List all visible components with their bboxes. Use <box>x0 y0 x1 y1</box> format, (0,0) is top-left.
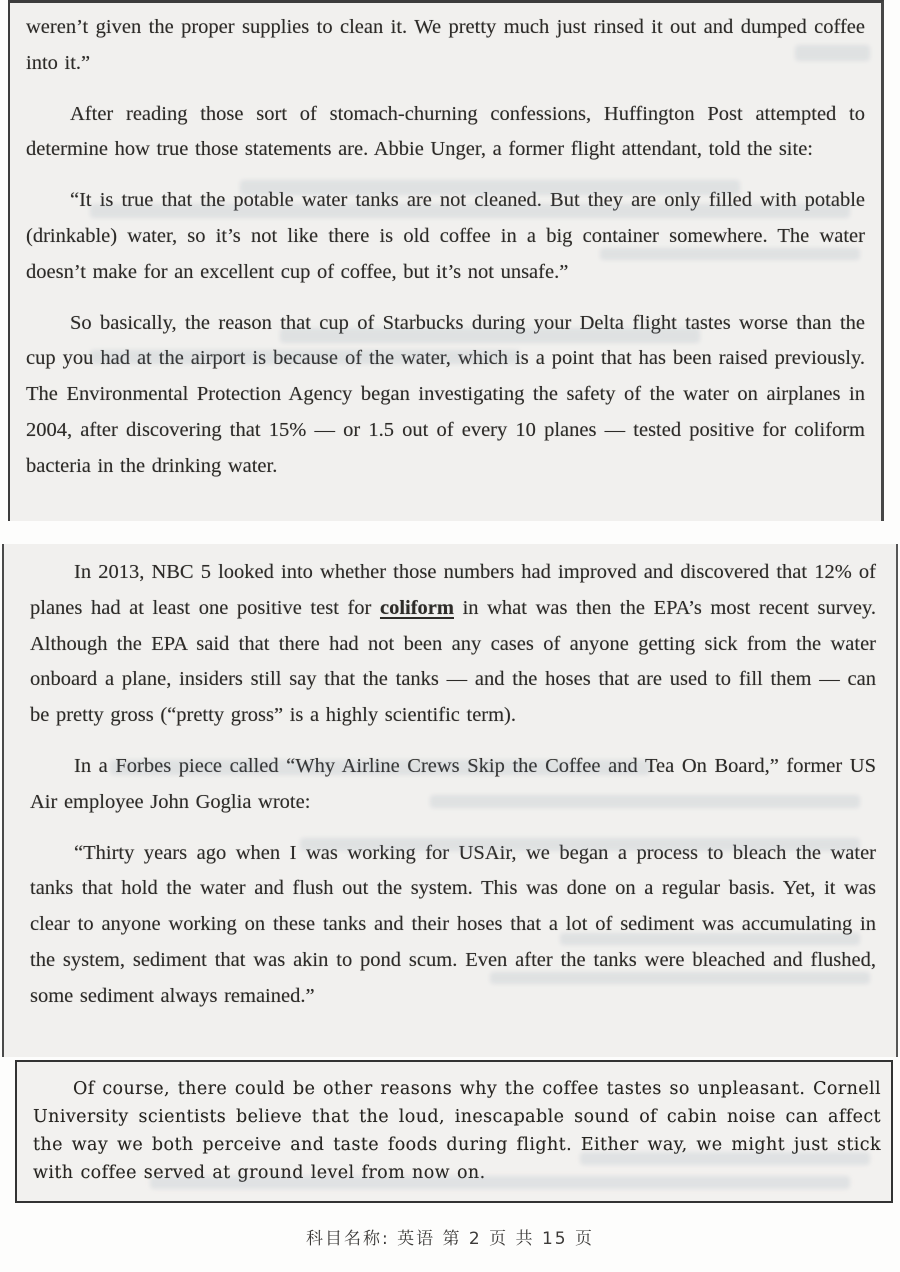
bleed-through-smudge <box>90 204 850 218</box>
paragraph: In a Forbes piece called “Why Airline Crews Skip the Coffee and Tea On Board,” former US Air employee John Goglia wrote: <box>30 754 876 813</box>
paragraph-continuation: weren’t given the proper supplies to clean it. We pretty much just rinsed it out and dumped coffee into it.” <box>26 16 865 74</box>
bleed-through-smudge <box>795 45 870 61</box>
bleed-through-smudge <box>600 248 860 260</box>
paragraph-quote: “It is true that the potable water tanks are not cleaned. But they are only filled with potable (drinkable) water, so it’s not like there is old coffee in a big container somewhere. The water doesn’t make for an excellent cup of coffee, but it’s not unsafe.” <box>26 189 865 283</box>
bleed-through-smudge <box>90 350 520 364</box>
paragraph-text: In 2013, NBC 5 looked into whether those numbers had improved and discovered that 12% of planes had at least one positive test for <box>30 561 876 619</box>
paragraph: After reading those sort of stomach-churning confessions, Huffington Post attempted to determine how true those statements are. Abbie Unger, a former flight attendant, told the site: <box>26 102 865 161</box>
paragraph: So basically, the reason that cup of Starbucks during your Delta flight tastes worse than the cup you had at the airport is because of the water, which is a point that has been raised previously. The Environmental Protection Agency began investigating the safety of the water on airplanes in 2004, after discovering that 15% — or 1.5 out of every 10 planes — tested positive for coliform bacteria in the drinking water. <box>26 311 865 477</box>
paragraph <box>30 555 876 734</box>
paragraph-quote: “Thirty years ago when I was working for USAir, we began a process to bleach the water tanks that hold the water and flush out the system. This was done on a regular basis. Yet, it was clear to anyone working on these tanks and their hoses that a lot of sediment was accumulating in the system, sediment that was akin to pond scum. Even after the tanks were bleached and flushed, some sediment always remained.” <box>30 841 876 1007</box>
bleed-through-smudge <box>430 795 860 808</box>
passage-scan-block-top <box>8 0 884 521</box>
underlined-keyword: coliform <box>379 596 454 619</box>
paragraph: Of course, there could be other reasons why the coffee tastes so unpleasant. Cornell University scientists believe that the loud, inescapable sound of cabin noise can affect the way we both perceive and taste foods during flight. Either way, we might just stick with coffee served at ground level from now on. <box>33 1079 881 1183</box>
bleed-through-smudge <box>300 838 860 851</box>
paragraph-text: in what was then the EPA’s most recent survey. Although the EPA said that there had not been any cases of anyone getting sick from the water onboard a plane, insiders still say that the tanks — and the hoses that are used to fill them — can be pretty gross (“pretty gross” is a highly scientific term). <box>30 596 876 727</box>
bleed-through-smudge <box>240 180 740 195</box>
page-footer: 科目名称: 英语 第 2 页 共 15 页 <box>305 1229 594 1249</box>
bleed-through-smudge <box>560 933 860 945</box>
bleed-through-smudge <box>580 1152 870 1165</box>
bleed-through-smudge <box>150 1176 850 1189</box>
bleed-through-smudge <box>280 328 700 343</box>
bleed-through-smudge <box>110 760 650 775</box>
bleed-through-smudge <box>490 972 870 984</box>
